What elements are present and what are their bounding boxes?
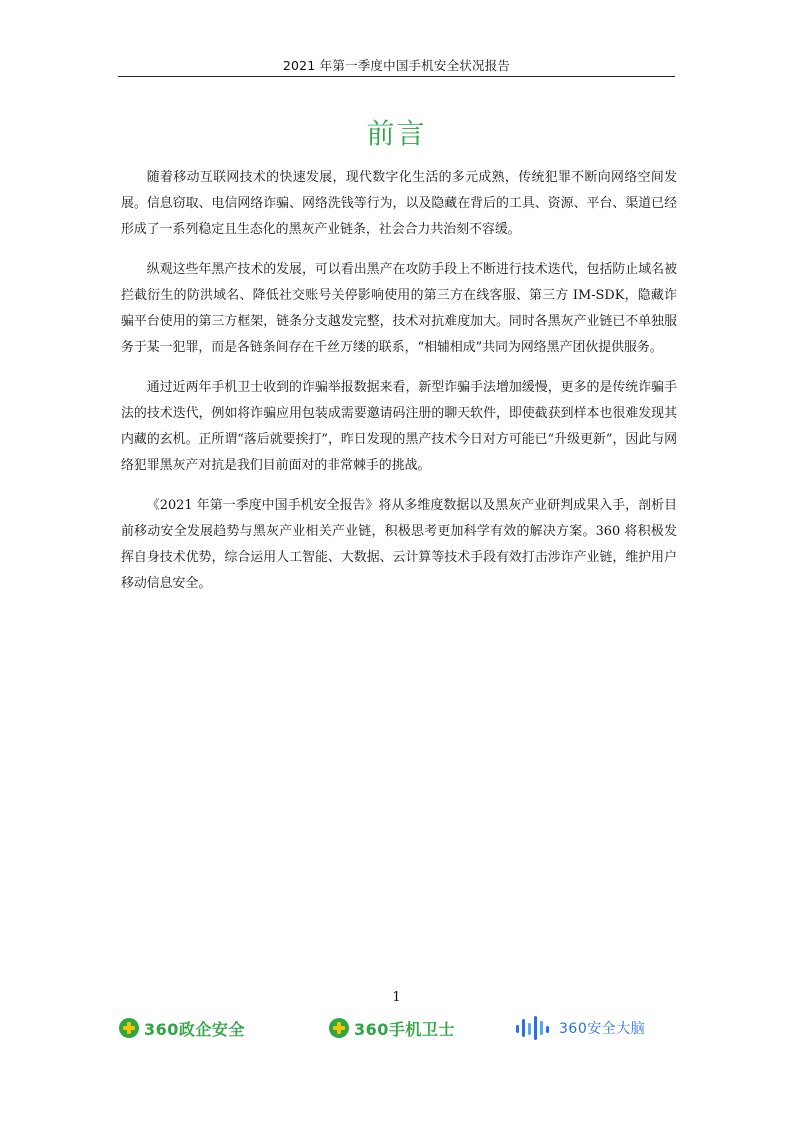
logo-text-brain: 360安全大脑: [559, 1021, 646, 1037]
header-divider: [118, 76, 675, 77]
paragraph-4: 《2021 年第一季度中国手机安全报告》将从多维度数据以及黑灰产业研判成果入手，剖析目前移动安全发展趋势与黑灰产业相关产业链，积极思考更加科学有效的解决方案。360 将积极发挥自身技术优势，综合运用人工智能、大数据、云计算等技术手段有效打击涉诈产业链，维护用户移动信息安全。: [121, 498, 677, 591]
logo-360-security-brain: [515, 1013, 645, 1043]
plus-circle-icon: [118, 1017, 140, 1039]
page-title: 前言: [366, 117, 427, 150]
paragraph-2: 纵观这些年黑产技术的发展，可以看出黑产在攻防手段上不断进行技术迭代，包括防止域名被拦截衍生的防洪域名、降低社交账号关停影响使用的第三方在线客服、第三方 IM-SDK，隐藏诈骗平台使用的第三方框架，链条分支越发完整，技术对抗难度加大。同时各黑灰产业链已不单独服务于某一犯罪，而是各链条间存在千丝万缕的联系，“相辅相成”共同为网络黑产团伙提供服务。: [121, 262, 677, 355]
logo-360-mobile-guard: [328, 1013, 455, 1043]
logo-360-gov-security: [118, 1013, 245, 1043]
paragraph-3: 通过近两年手机卫士收到的诈骗举报数据来看，新型诈骗手法增加缓慢，更多的是传统诈骗手法的技术迭代，例如将诈骗应用包装成需要邀请码注册的聊天软件，即使截获到样本也很难发现其内藏的玄机。正所谓“落后就要挨打”，昨日发现的黑产技术今日对方可能已“升级更新”，因此与网络犯罪黑灰产对抗是我们目前面对的非常棘手的挑战。: [121, 380, 677, 473]
logo-text-gov: 360政企安全: [144, 1019, 245, 1039]
preface-body: [121, 165, 677, 611]
footer-logos: [0, 1013, 793, 1043]
logo-text-guard: 360手机卫士: [354, 1019, 455, 1039]
plus-circle-icon: [328, 1017, 350, 1039]
waveform-icon: [515, 1015, 555, 1041]
running-header-title: 2021 年第一季度中国手机安全状况报告: [282, 58, 511, 73]
page-number: 1: [392, 990, 401, 1005]
paragraph-1: 随着移动互联网技术的快速发展，现代数字化生活的多元成熟，传统犯罪不断向网络空间发展。信息窃取、电信网络诈骗、网络洗钱等行为，以及隐藏在背后的工具、资源、平台、渠道已经形成了一系列稳定且生态化的黑灰产业链条，社会合力共治刻不容缓。: [121, 170, 677, 237]
